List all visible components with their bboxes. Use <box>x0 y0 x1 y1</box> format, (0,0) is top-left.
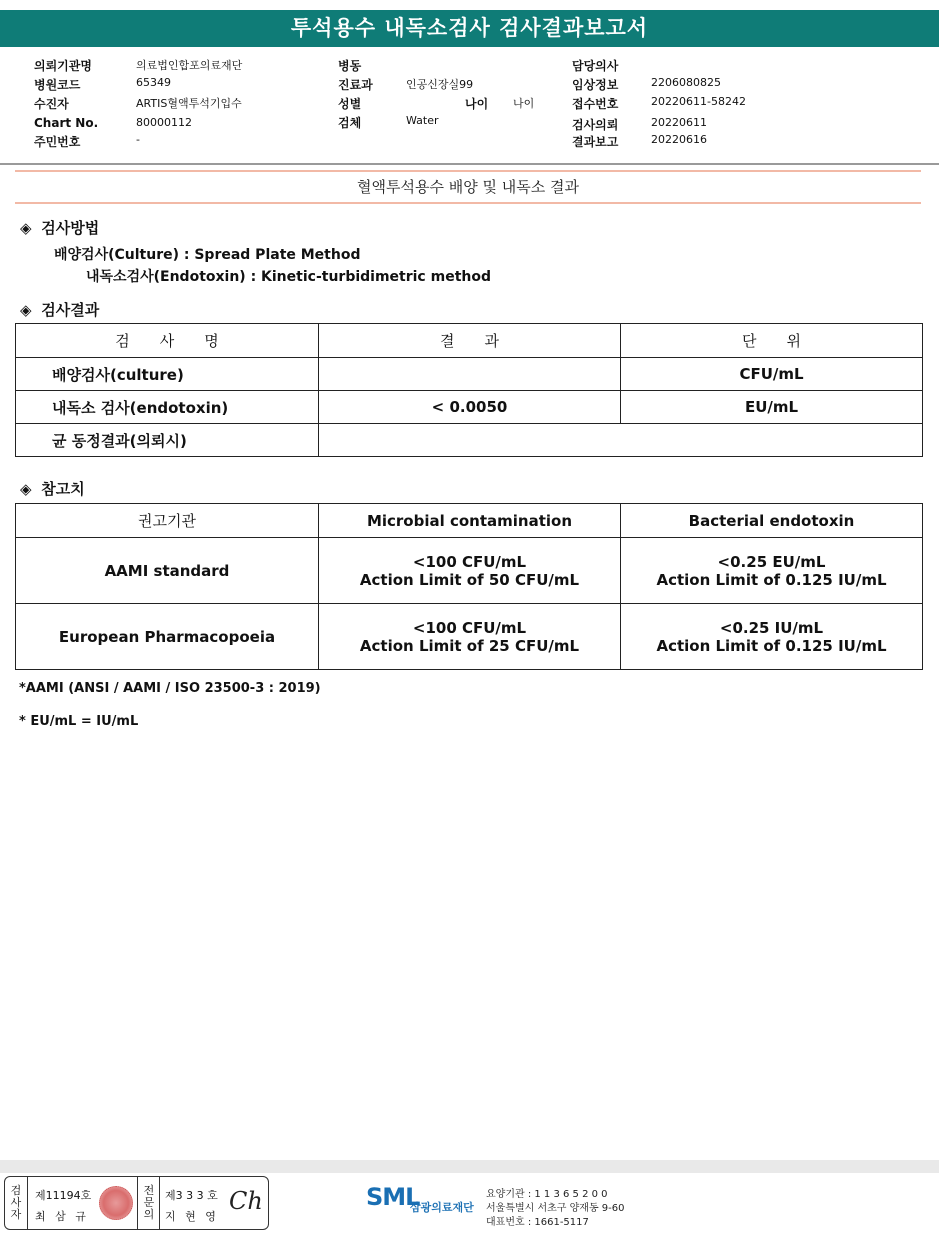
test-unit: EU/mL <box>621 391 923 424</box>
ward-label: 병동 <box>338 59 362 73</box>
endotoxin-cell <box>621 604 923 670</box>
divider <box>159 1177 160 1229</box>
table-header-row <box>16 324 923 358</box>
microbial-limit: <100 CFU/mL <box>412 552 527 571</box>
divider <box>27 1177 28 1229</box>
header-unit: 단 위 <box>621 324 923 358</box>
header-result: 결 과 <box>319 324 621 358</box>
seal-stamp-icon <box>99 1186 133 1220</box>
resident-label: 주민번호 <box>34 135 81 149</box>
hospital-code-label: 병원코드 <box>34 78 81 92</box>
doctor-label: 담당의사 <box>572 59 619 73</box>
divider <box>137 1177 138 1229</box>
facility-number: 요양기관 : 1 1 3 6 5 2 0 0 <box>486 1189 608 1200</box>
chart-value: 80000112 <box>136 116 192 129</box>
hospital-code-value: 65349 <box>136 76 171 89</box>
test-name: 내독소 검사(endotoxin) <box>16 391 319 424</box>
endotoxin-cell <box>621 538 923 604</box>
reference-heading-text: 참고치 <box>41 480 85 498</box>
header-microbial: Microbial contamination <box>319 504 621 538</box>
examiner-name: 최 삼 규 <box>35 1210 89 1223</box>
diamond-bullet-icon: ◈ <box>20 219 32 237</box>
examiner-license: 제11194호 <box>35 1189 92 1202</box>
microbial-action-limit: Action Limit of 25 CFU/mL <box>359 636 580 655</box>
method-heading-text: 검사방법 <box>41 219 100 237</box>
sex-label: 성별 <box>338 97 362 111</box>
footer-band <box>0 1160 939 1173</box>
header-endotoxin: Bacterial endotoxin <box>621 504 923 538</box>
microbial-action-limit: Action Limit of 50 CFU/mL <box>359 570 580 589</box>
specialist-name: 지 현 영 <box>165 1210 219 1223</box>
patient-label: 수진자 <box>34 97 69 111</box>
results-heading-text: 검사결과 <box>41 301 100 319</box>
specialist-vertical-label: 전문의 <box>143 1184 155 1221</box>
test-result <box>319 424 923 457</box>
phone-number: 대표번호 : 1661-5117 <box>486 1217 589 1228</box>
endotoxin-limit: <0.25 IU/mL <box>719 618 824 637</box>
org-name: 삼광의료재단 <box>410 1201 474 1214</box>
note-units: * EU/mL = IU/mL <box>19 714 139 729</box>
specimen-label: 검체 <box>338 116 362 130</box>
test-result <box>319 358 621 391</box>
requester-value: 의료법인합포의료재단 <box>136 59 243 72</box>
table-row <box>16 604 923 670</box>
reference-table <box>15 503 923 670</box>
microbial-cell <box>319 538 621 604</box>
diamond-bullet-icon: ◈ <box>20 301 32 319</box>
examiner-vertical-label: 검사자 <box>10 1184 22 1221</box>
dept-value: 인공신장실99 <box>406 78 474 91</box>
endotoxin-action-limit: Action Limit of 0.125 IU/mL <box>656 636 887 655</box>
results-table <box>15 323 923 457</box>
table-row <box>16 424 923 457</box>
age-value: 나이 <box>513 97 535 110</box>
chart-label: Chart No. <box>34 116 99 130</box>
table-row <box>16 538 923 604</box>
endotoxin-limit: <0.25 EU/mL <box>717 552 826 571</box>
test-unit: CFU/mL <box>621 358 923 391</box>
request-date-value: 20220611 <box>651 116 707 129</box>
patient-value: ARTIS혈액투석기입수 <box>136 97 242 110</box>
patient-info-panel <box>0 54 939 165</box>
age-label: 나이 <box>465 97 489 111</box>
method-culture: 배양검사(Culture) : Spread Plate Method <box>54 247 361 263</box>
report-subtitle: 혈액투석용수 배양 및 내독소 결과 <box>15 170 921 204</box>
table-header-row <box>16 504 923 538</box>
signature-box <box>4 1176 269 1230</box>
request-date-label: 검사의뢰 <box>572 118 619 132</box>
test-result: < 0.0050 <box>319 391 621 424</box>
resident-value: - <box>136 133 140 146</box>
method-heading <box>20 217 99 238</box>
report-date-value: 20220616 <box>651 133 707 146</box>
signature-image: Ch <box>229 1187 263 1215</box>
dept-label: 진료과 <box>338 78 373 92</box>
diamond-bullet-icon: ◈ <box>20 480 32 498</box>
clinical-label: 임상정보 <box>572 78 619 92</box>
requester-label: 의뢰기관명 <box>34 59 92 73</box>
microbial-cell <box>319 604 621 670</box>
address: 서울특별시 서초구 양재동 9-60 <box>486 1203 625 1214</box>
reference-org: European Pharmacopoeia <box>16 604 319 670</box>
reference-heading <box>20 478 85 499</box>
test-name: 균 동정결과(의뢰시) <box>16 424 319 457</box>
report-title: 투석용수 내독소검사 검사결과보고서 <box>0 10 939 47</box>
method-endotoxin: 내독소검사(Endotoxin) : Kinetic-turbidimetric method <box>86 269 491 285</box>
endotoxin-action-limit: Action Limit of 0.125 IU/mL <box>656 570 887 589</box>
sml-logo: SML <box>366 1183 420 1211</box>
results-heading <box>20 299 99 320</box>
header-organization: 권고기관 <box>16 504 319 538</box>
microbial-limit: <100 CFU/mL <box>412 618 527 637</box>
table-row <box>16 358 923 391</box>
note-aami: *AAMI (ANSI / AAMI / ISO 23500-3 : 2019) <box>19 681 321 696</box>
specimen-value: Water <box>406 114 439 127</box>
reference-org: AAMI standard <box>16 538 319 604</box>
receipt-label: 접수번호 <box>572 97 619 111</box>
receipt-value: 20220611-58242 <box>651 95 746 108</box>
test-name: 배양검사(culture) <box>16 358 319 391</box>
header-test-name: 검 사 명 <box>16 324 319 358</box>
report-date-label: 결과보고 <box>572 135 619 149</box>
specialist-license: 제3 3 3 호 <box>165 1189 218 1202</box>
clinical-value: 2206080825 <box>651 76 721 89</box>
table-row <box>16 391 923 424</box>
